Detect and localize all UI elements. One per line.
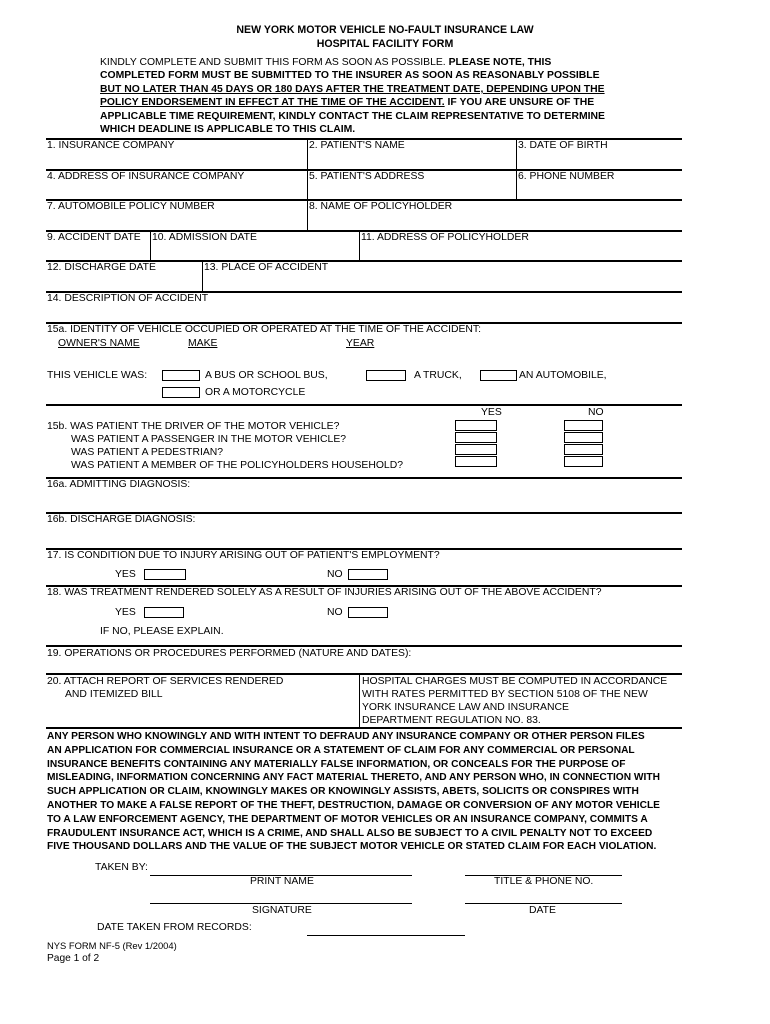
divider xyxy=(150,231,151,260)
charges-note-line-1: HOSPITAL CHARGES MUST BE COMPUTED IN ACCORDANCE xyxy=(362,676,668,687)
question-household: WAS PATIENT A MEMBER OF THE POLICYHOLDERS HOUSEHOLD? xyxy=(71,460,403,471)
field-discharge-diagnosis[interactable]: 16b. DISCHARGE DIAGNOSIS: xyxy=(47,514,196,525)
household-no-checkbox[interactable] xyxy=(564,456,603,467)
passenger-no-checkbox[interactable] xyxy=(564,432,603,443)
field-accident-date[interactable]: 9. ACCIDENT DATE xyxy=(47,232,141,243)
treatment-no-checkbox[interactable] xyxy=(348,607,388,618)
driver-yes-checkbox[interactable] xyxy=(455,420,497,431)
question-treatment-solely: 18. WAS TREATMENT RENDERED SOLELY AS A RESULT OF INJURIES ARISING OUT OF THE ABOVE ACCIDENT? xyxy=(47,587,602,598)
divider xyxy=(359,231,360,260)
truck-option-label: A TRUCK, xyxy=(414,370,462,381)
page-number: Page 1 of 2 xyxy=(47,953,100,964)
taken-by-label: TAKEN BY: xyxy=(95,862,148,873)
date-line[interactable] xyxy=(465,903,622,904)
treatment-yes-label: YES xyxy=(115,607,136,618)
form-title: NEW YORK MOTOR VEHICLE NO-FAULT INSURANCE LAW xyxy=(236,24,534,36)
field-patient-address[interactable]: 5. PATIENT'S ADDRESS xyxy=(309,171,425,182)
driver-no-checkbox[interactable] xyxy=(564,420,603,431)
date-taken-line[interactable] xyxy=(307,935,465,936)
divider xyxy=(46,727,682,729)
field-place-of-accident[interactable]: 13. PLACE OF ACCIDENT xyxy=(204,262,329,273)
fraud-warning-line: ANOTHER TO MAKE A FALSE REPORT OF THE THEFT, DESTRUCTION, DAMAGE OR CONVERSION OF ANY MOTOR VEHICLE xyxy=(47,799,660,811)
charges-note-line-4: DEPARTMENT REGULATION NO. 83. xyxy=(362,715,541,726)
date-taken-label: DATE TAKEN FROM RECORDS: xyxy=(97,922,252,933)
field-date-of-birth[interactable]: 3. DATE OF BIRTH xyxy=(518,140,608,151)
field-insurance-company[interactable]: 1. INSURANCE COMPANY xyxy=(47,140,175,151)
fraud-warning-line: MISLEADING, INFORMATION CONCERNING ANY FACT MATERIAL THERETO, AND ANY PERSON WHO, IN CONNECTION WITH xyxy=(47,772,660,784)
employment-no-checkbox[interactable] xyxy=(348,569,388,580)
form-id: NYS FORM NF-5 (Rev 1/2004) xyxy=(47,940,177,951)
question-pedestrian: WAS PATIENT A PEDESTRIAN? xyxy=(71,447,224,458)
field-description-of-accident[interactable]: 14. DESCRIPTION OF ACCIDENT xyxy=(47,293,209,304)
household-yes-checkbox[interactable] xyxy=(455,456,497,467)
bus-option-label: A BUS OR SCHOOL BUS, xyxy=(205,370,328,381)
fraud-warning xyxy=(47,730,681,854)
year-label[interactable]: YEAR xyxy=(346,338,375,349)
divider xyxy=(46,404,682,406)
motorcycle-option-label: OR A MOTORCYCLE xyxy=(205,387,306,398)
field-patient-name[interactable]: 2. PATIENT'S NAME xyxy=(309,140,405,151)
field-discharge-date[interactable]: 12. DISCHARGE DATE xyxy=(47,262,156,273)
field-policy-number[interactable]: 7. AUTOMOBILE POLICY NUMBER xyxy=(47,201,215,212)
signature-line[interactable] xyxy=(150,903,412,904)
question-passenger: WAS PATIENT A PASSENGER IN THE MOTOR VEHICLE? xyxy=(71,434,347,445)
field-phone-number[interactable]: 6. PHONE NUMBER xyxy=(518,171,615,182)
divider xyxy=(46,645,682,647)
divider xyxy=(202,261,203,291)
title-phone-label: TITLE & PHONE NO. xyxy=(494,876,594,887)
field-admission-date[interactable]: 10. ADMISSION DATE xyxy=(152,232,257,243)
intro-line-5: APPLICABLE TIME REQUIREMENT, KINDLY CONTACT THE CLAIM REPRESENTATIVE TO DETERMINE xyxy=(100,111,605,122)
intro-line-4-rest: IF YOU ARE UNSURE OF THE xyxy=(444,97,595,108)
intro-line-4-underlined: POLICY ENDORSEMENT IN EFFECT AT THE TIME OF THE ACCIDENT. xyxy=(100,97,445,108)
field-insurance-address[interactable]: 4. ADDRESS OF INSURANCE COMPANY xyxy=(47,171,245,182)
field-policyholder-name[interactable]: 8. NAME OF POLICYHOLDER xyxy=(309,201,453,212)
pedestrian-yes-checkbox[interactable] xyxy=(455,444,497,455)
bus-checkbox[interactable] xyxy=(162,370,200,381)
field-operations-procedures[interactable]: 19. OPERATIONS OR PROCEDURES PERFORMED (NATURE AND DATES): xyxy=(47,648,412,659)
intro-line-1-normal: KINDLY COMPLETE AND SUBMIT THIS FORM AS SOON AS POSSIBLE. xyxy=(100,57,446,68)
intro-line-3: BUT NO LATER THAN 45 DAYS OR 180 DAYS AFTER THE TREATMENT DATE, DEPENDING UPON THE xyxy=(100,84,605,95)
truck-checkbox[interactable] xyxy=(366,370,406,381)
print-name-label: PRINT NAME xyxy=(250,876,314,887)
fraud-warning-line: SUCH APPLICATION OR CLAIM, KNOWINGLY MAKES OR KNOWINGLY ASSISTS, ABETS, SOLICITS OR CONSPIRES WITH xyxy=(47,786,639,798)
no-column-heading: NO xyxy=(588,407,604,418)
fraud-warning-line: FRAUDULENT INSURANCE ACT, WHICH IS A CRIME, AND SHALL ALSO BE SUBJECT TO A CIVIL PENALTY NOT TO EXCEED xyxy=(47,827,653,839)
intro-line-6: WHICH DEADLINE IS APPLICABLE TO THIS CLAIM. xyxy=(100,124,356,135)
divider xyxy=(307,140,308,230)
question-employment: 17. IS CONDITION DUE TO INJURY ARISING OUT OF PATIENT'S EMPLOYMENT? xyxy=(47,550,440,561)
divider xyxy=(359,675,360,728)
intro-line-1-bold: PLEASE NOTE, THIS xyxy=(445,57,552,68)
motorcycle-checkbox[interactable] xyxy=(162,387,200,398)
fraud-warning-line: TO A LAW ENFORCEMENT AGENCY, THE DEPARTMENT OF MOTOR VEHICLES OR AN INSURANCE COMPANY, COMMITS A xyxy=(47,813,648,825)
pedestrian-no-checkbox[interactable] xyxy=(564,444,603,455)
divider xyxy=(516,170,517,200)
field-admitting-diagnosis[interactable]: 16a. ADMITTING DIAGNOSIS: xyxy=(47,479,191,490)
divider xyxy=(46,673,682,675)
charges-note-line-2: WITH RATES PERMITTED BY SECTION 5108 OF THE NEW xyxy=(362,689,648,700)
treatment-yes-checkbox[interactable] xyxy=(144,607,184,618)
fraud-warning-line: AN APPLICATION FOR COMMERCIAL INSURANCE OR A STATEMENT OF CLAIM FOR ANY COMMERCIAL OR PERSONAL xyxy=(47,744,635,756)
date-label: DATE xyxy=(529,905,556,916)
intro-line-2: COMPLETED FORM MUST BE SUBMITTED TO THE INSURER AS SOON AS REASONABLY POSSIBLE xyxy=(100,70,600,81)
charges-note-line-3: YORK INSURANCE LAW AND INSURANCE xyxy=(362,702,569,713)
intro-line-1 xyxy=(100,56,551,69)
field-policyholder-address[interactable]: 11. ADDRESS OF POLICYHOLDER xyxy=(361,232,529,243)
fraud-warning-line: FIVE THOUSAND DOLLARS AND THE VALUE OF THE SUBJECT MOTOR VEHICLE OR STATED CLAIM FOR EACH VIOLATION. xyxy=(47,841,657,853)
vehicle-was-label: THIS VEHICLE WAS: xyxy=(47,370,148,381)
employment-yes-checkbox[interactable] xyxy=(144,569,186,580)
automobile-checkbox[interactable] xyxy=(480,370,517,381)
passenger-yes-checkbox[interactable] xyxy=(455,432,497,443)
fraud-warning-line: INSURANCE BENEFITS CONTAINING ANY MATERIALLY FALSE INFORMATION, OR CONCEALS FOR THE PURPOSE OF xyxy=(47,758,626,770)
if-no-explain[interactable]: IF NO, PLEASE EXPLAIN. xyxy=(100,626,224,637)
intro-line-4 xyxy=(100,96,594,109)
employment-no-label: NO xyxy=(327,569,343,580)
question-driver: 15b. WAS PATIENT THE DRIVER OF THE MOTOR VEHICLE? xyxy=(47,421,340,432)
attach-report-line-1: 20. ATTACH REPORT OF SERVICES RENDERED xyxy=(47,676,284,687)
attach-report-line-2: AND ITEMIZED BILL xyxy=(65,689,163,700)
treatment-no-label: NO xyxy=(327,607,343,618)
fraud-warning-line: ANY PERSON WHO KNOWINGLY AND WITH INTENT TO DEFRAUD ANY INSURANCE COMPANY OR OTHER PERSON FILES xyxy=(47,731,645,742)
field-vehicle-identity: 15a. IDENTITY OF VEHICLE OCCUPIED OR OPERATED AT THE TIME OF THE ACCIDENT: xyxy=(47,324,481,335)
owners-name-label[interactable]: OWNER'S NAME xyxy=(58,338,140,349)
yes-column-heading: YES xyxy=(481,407,502,418)
employment-yes-label: YES xyxy=(115,569,136,580)
divider xyxy=(516,140,517,170)
signature-label: SIGNATURE xyxy=(252,905,312,916)
make-label[interactable]: MAKE xyxy=(188,338,218,349)
automobile-option-label: AN AUTOMOBILE, xyxy=(519,370,607,381)
form-subtitle: HOSPITAL FACILITY FORM xyxy=(316,38,454,50)
